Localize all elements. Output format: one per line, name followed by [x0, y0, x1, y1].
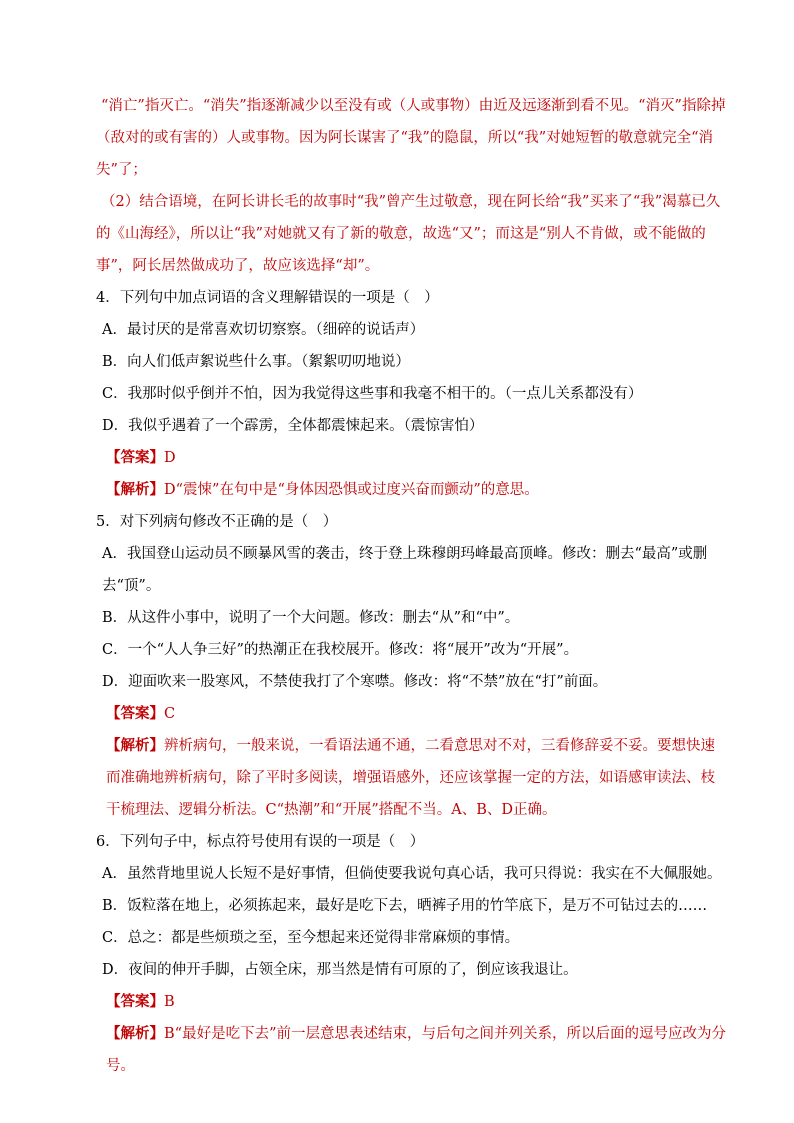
analysis-label: 【解析】: [106, 1025, 164, 1042]
analysis-text: 辨析病句，一般来说，一看语法通不通，二看意思对不对，三看修辞妥不妥。要想快速而准确地辨析病句，除了平时多阅读，增强语感外，还应该掌握一定的方法，如语感审读法、枝干梳理法、逻辑分析法。C“热潮”和“开展”搭配不当。A、B、D正确。: [106, 738, 715, 818]
question-5-stem: 5．对下列病句修改不正确的是（ ）: [96, 514, 338, 530]
question-4-stem: 4．下列句中加点词语的含义理解错误的一项是（ ）: [96, 290, 439, 306]
analysis-label: 【解析】: [106, 481, 164, 498]
question-6-analysis: [96, 1018, 728, 1082]
answer-label: 【答案】: [106, 449, 164, 466]
intro-paragraph-1: “消亡”指灭亡。“消失”指逐渐减少以至没有或（人或事物）由近及远逐渐到看不见。“消灭”指除掉（敌对的或有害的）人或事物。因为阿长谋害了“我”的隐鼠，所以“我”对她短暂的敬意就完全“消失”了；: [96, 98, 726, 178]
analysis-text: B“最好是吃下去”前一层意思表述结束，与后句之间并列关系，所以后面的逗号应改为分号。: [106, 1026, 726, 1074]
question-4-option-b: B．向人们低声絮说些什么事。（絮絮叨叨地说）: [102, 354, 410, 370]
question-5-option-c: C．一个“人人争三好”的热潮正在我校展开。修改：将“展开”改为“开展”。: [102, 642, 579, 658]
question-5-option-a: A．我国登山运动员不顾暴风雪的袭击，终于登上珠穆朗玛峰最高顶峰。修改：删去“最高”或删去“顶”。: [102, 546, 708, 594]
question-6-option-b: B．饭粒落在地上，必须拣起来，最好是吃下去，晒裤子用的竹竿底下，是万不可钻过去的……: [102, 898, 708, 914]
question-5-answer: [96, 698, 728, 730]
question-4-option-c: C．我那时似乎倒并不怕，因为我觉得这些事和我毫不相干的。（一点儿关系都没有）: [102, 386, 643, 402]
question-6-stem: 6．下列句子中，标点符号使用有误的一项是（ ）: [96, 834, 425, 850]
question-4-analysis: [96, 474, 728, 506]
question-4-answer: [96, 442, 728, 474]
intro-paragraph-2: （2）结合语境，在阿长讲长毛的故事时“我”曾产生过敬意，现在阿长给“我”买来了“我”渴慕已久的《山海经》，所以让“我”对她就又有了新的敬意，故选“又”；而这是“别人不肯做，或不能做的事”，阿长居然做成功了，故应该选择“却”。: [96, 194, 721, 274]
answer-value: B: [164, 994, 175, 1010]
answer-value: D: [164, 450, 176, 466]
answer-label: 【答案】: [106, 705, 164, 722]
answer-value: C: [164, 706, 176, 722]
analysis-label: 【解析】: [106, 737, 164, 754]
document-page: [96, 90, 728, 1082]
question-6-option-d: D．夜间的伸开手脚，占领全床，那当然是情有可原的了，倒应该我退让。: [102, 962, 578, 978]
question-6-option-a: A．虽然背地里说人长短不是好事情，但倘使要我说句真心话，我可只得说：我实在不大佩服她。: [102, 866, 722, 882]
question-6-option-c: C．总之：都是些烦琐之至，至今想起来还觉得非常麻烦的事情。: [102, 930, 520, 946]
question-4-option-d: D．我似乎遇着了一个霹雳，全体都震悚起来。（震惊害怕）: [102, 418, 484, 434]
question-5-option-d: D．迎面吹来一股寒风，不禁使我打了个寒噤。修改：将“不禁”放在“打”前面。: [102, 674, 608, 690]
question-4-option-a: A．最讨厌的是常喜欢切切察察。（细碎的说话声）: [102, 322, 425, 338]
question-5-option-b: B．从这件小事中，说明了一个大问题。修改：删去“从”和“中”。: [102, 610, 520, 626]
analysis-text: D“震悚”在句中是“身体因恐惧或过度兴奋而颤动”的意思。: [164, 482, 539, 498]
answer-label: 【答案】: [106, 993, 164, 1010]
question-5-analysis: [96, 730, 728, 826]
question-6-answer: [96, 986, 728, 1018]
